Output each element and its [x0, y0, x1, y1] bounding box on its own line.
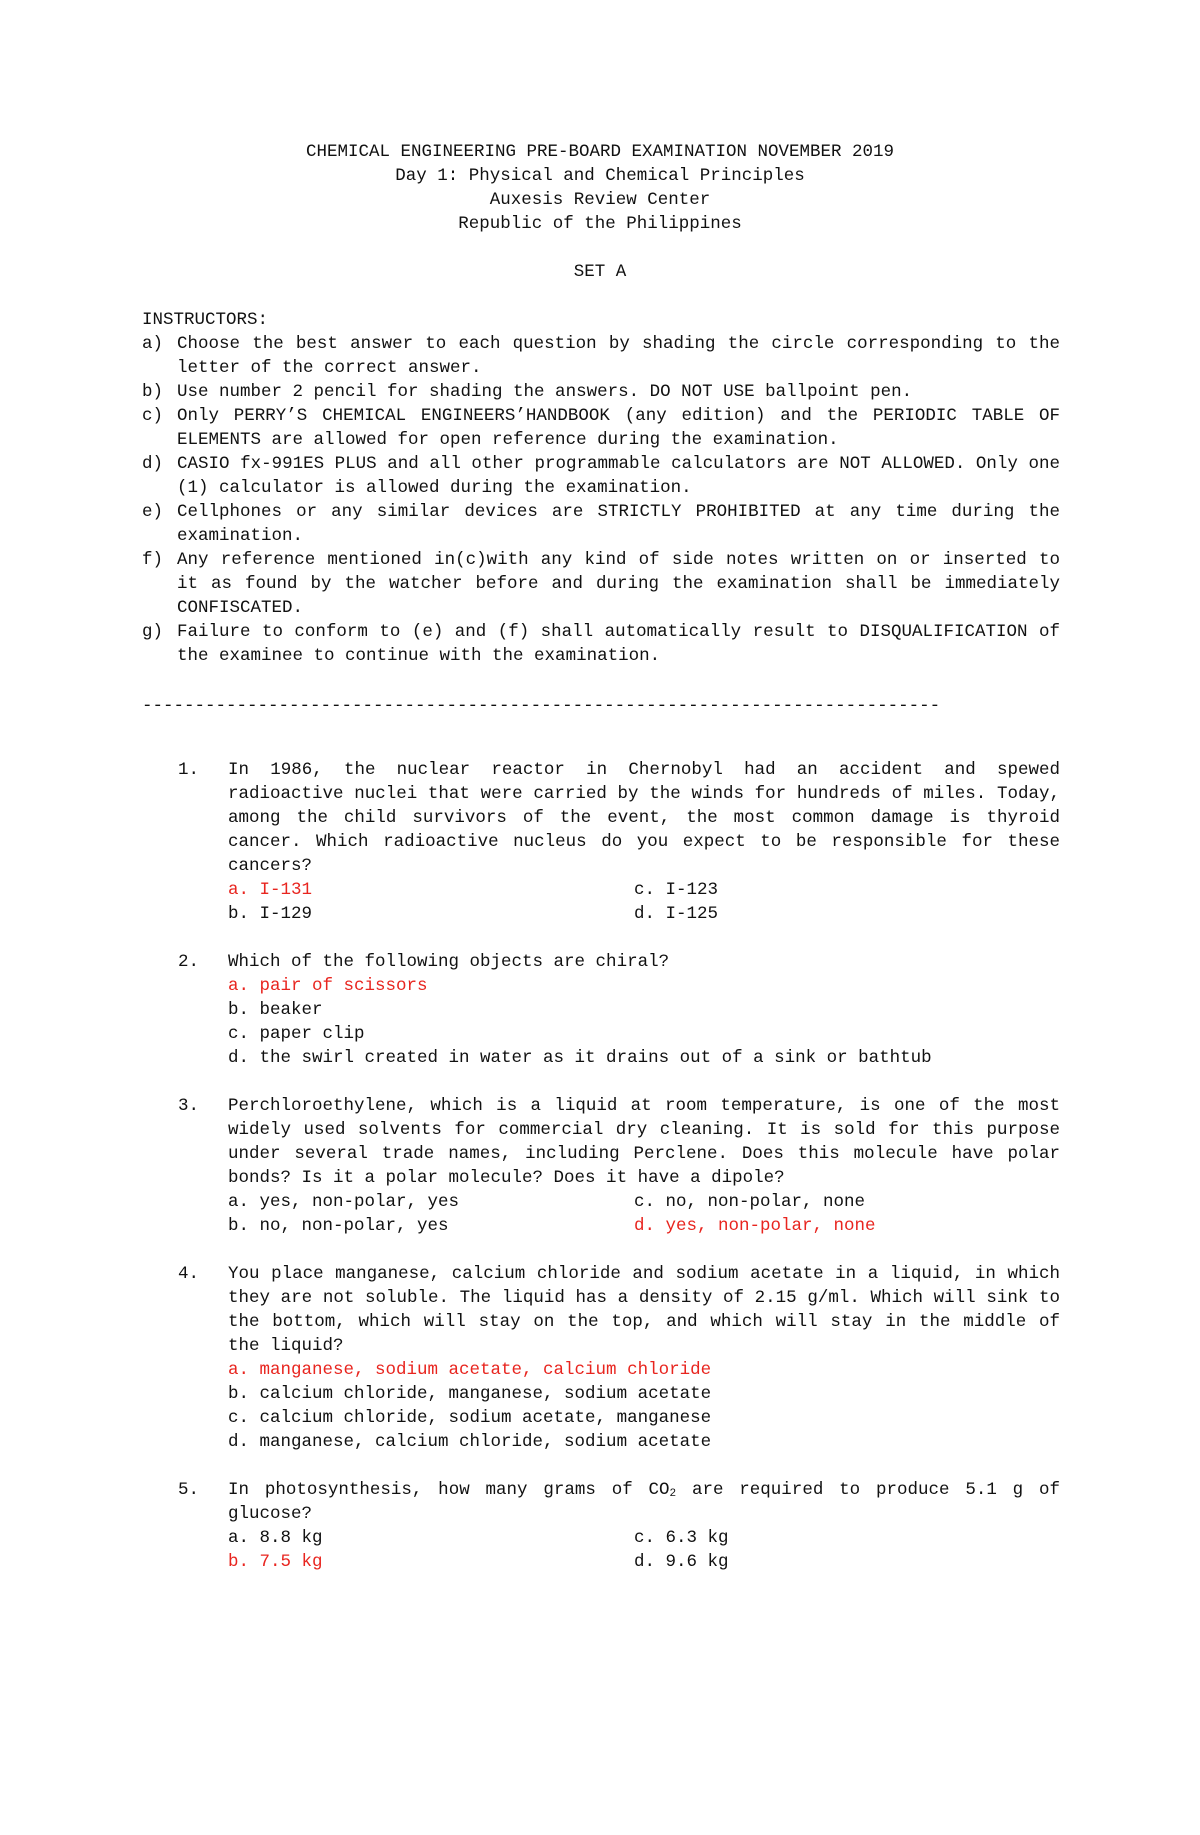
- choice-c[interactable]: c. paper clip: [228, 1024, 365, 1044]
- section-divider: ----------------------------------------------------------------------------: [142, 696, 941, 716]
- instruction-text: Any reference mentioned in(c)with any kind of side notes written on or inserted to it as found by the watcher before and during the examination shall be immediately CONFISCATED.: [177, 550, 1060, 618]
- answer-choices: [228, 1526, 1060, 1574]
- instruction-letter: d): [142, 454, 164, 474]
- choice-a[interactable]: a. I-131: [228, 880, 313, 900]
- question-3: [178, 1094, 1060, 1238]
- instruction-letter: c): [142, 406, 164, 426]
- instruction-letter: a): [142, 334, 164, 354]
- choice-d[interactable]: d. the swirl created in water as it drains out of a sink or bathtub: [228, 1048, 932, 1068]
- answer-choices: [228, 1190, 1060, 1238]
- question-text-part: In photosynthesis, how many grams of CO: [228, 1480, 670, 1500]
- answer-choices: [228, 878, 1060, 926]
- exam-day-subtitle: Day 1: Physical and Chemical Principles: [395, 166, 805, 186]
- choice-c[interactable]: c. I-123: [634, 880, 719, 900]
- question-text: Which of the following objects are chiral?: [228, 952, 670, 972]
- choice-d[interactable]: d. manganese, calcium chloride, sodium acetate: [228, 1432, 712, 1452]
- instruction-item: [142, 620, 1060, 668]
- question-text: [228, 1478, 1060, 1526]
- choice-c[interactable]: c. no, non-polar, none: [634, 1192, 866, 1212]
- instruction-item: [142, 500, 1060, 548]
- exam-title: CHEMICAL ENGINEERING PRE-BOARD EXAMINATION NOVEMBER 2019: [305, 142, 895, 162]
- instruction-item: [142, 452, 1060, 500]
- instruction-letter: b): [142, 382, 164, 402]
- instructions-title: INSTRUCTORS:: [142, 310, 269, 330]
- choice-c[interactable]: c. 6.3 kg: [634, 1528, 729, 1548]
- choice-a[interactable]: a. pair of scissors: [228, 976, 428, 996]
- instruction-item: [142, 332, 1060, 380]
- choice-d[interactable]: d. yes, non-polar, none: [634, 1216, 876, 1236]
- question-number: 1.: [178, 760, 200, 780]
- choice-b[interactable]: b. beaker: [228, 1000, 323, 1020]
- instruction-text: Failure to conform to (e) and (f) shall automatically result to DISQUALIFICATION of the examinee to continue with the examination.: [177, 622, 1060, 666]
- question-number: 4.: [178, 1264, 200, 1284]
- exam-set-label: SET A: [573, 262, 627, 282]
- instruction-item: [142, 548, 1060, 620]
- choice-a[interactable]: a. yes, non-polar, yes: [228, 1192, 460, 1212]
- instruction-text: Cellphones or any similar devices are STRICTLY PROHIBITED at any time during the examination.: [177, 502, 1060, 546]
- choice-d[interactable]: d. I-125: [634, 904, 719, 924]
- instruction-item: [142, 404, 1060, 452]
- question-number: 3.: [178, 1096, 200, 1116]
- choice-d[interactable]: d. 9.6 kg: [634, 1552, 729, 1572]
- instruction-item: [142, 380, 1060, 404]
- answer-choices: [228, 1358, 1060, 1454]
- country-name: Republic of the Philippines: [458, 214, 742, 234]
- question-number: 5.: [178, 1480, 200, 1500]
- question-text-part: are required to produce 5.1 g of glucose?: [228, 1480, 1060, 1524]
- choice-a[interactable]: a. 8.8 kg: [228, 1528, 323, 1548]
- instruction-text: Only PERRY’S CHEMICAL ENGINEERS’HANDBOOK (any edition) and the PERIODIC TABLE OF ELEMENTS are allowed for open reference during the examination.: [177, 406, 1060, 450]
- instruction-letter: g): [142, 622, 164, 642]
- exam-header: [140, 140, 1060, 284]
- question-number: 2.: [178, 952, 200, 972]
- question-text: Perchloroethylene, which is a liquid at room temperature, is one of the most widely used solvents for commercial dry cleaning. It is sold for this purpose under several trade names, including Perclene. Does this molecule have polar bonds? Is it a polar molecule? Does it have a dipole?: [228, 1096, 1060, 1188]
- choice-b[interactable]: b. no, non-polar, yes: [228, 1216, 449, 1236]
- instruction-text: CASIO fx-991ES PLUS and all other programmable calculators are NOT ALLOWED. Only one (1) calculator is allowed during the examination.: [177, 454, 1060, 498]
- instruction-text: Choose the best answer to each question by shading the circle corresponding to the letter of the correct answer.: [177, 334, 1060, 378]
- answer-choices: [228, 974, 1060, 1070]
- instruction-letter: f): [142, 550, 164, 570]
- question-4: [178, 1262, 1060, 1454]
- choice-a[interactable]: a. manganese, sodium acetate, calcium chloride: [228, 1360, 712, 1380]
- question-text: In 1986, the nuclear reactor in Chernobyl had an accident and spewed radioactive nuclei that were carried by the winds for hundreds of miles. Today, among the child survivors of the event, the most common damage is thyroid cancer. Which radioactive nucleus do you expect to be responsible for these cancers?: [228, 760, 1060, 876]
- questions-section: [178, 758, 1060, 1598]
- choice-b[interactable]: b. I-129: [228, 904, 313, 924]
- choice-c[interactable]: c. calcium chloride, sodium acetate, manganese: [228, 1408, 712, 1428]
- question-text: You place manganese, calcium chloride and sodium acetate in a liquid, in which they are not soluble. The liquid has a density of 2.15 g/ml. Which will sink to the bottom, which will stay on the top, and which will stay in the middle of the liquid?: [228, 1264, 1060, 1356]
- instruction-letter: e): [142, 502, 164, 522]
- question-5: [178, 1478, 1060, 1574]
- choice-b[interactable]: b. 7.5 kg: [228, 1552, 323, 1572]
- subscript-2: 2: [669, 1488, 677, 1500]
- review-center-name: Auxesis Review Center: [489, 190, 711, 210]
- question-1: [178, 758, 1060, 926]
- choice-b[interactable]: b. calcium chloride, manganese, sodium acetate: [228, 1384, 712, 1404]
- instruction-text: Use number 2 pencil for shading the answers. DO NOT USE ballpoint pen.: [177, 382, 913, 402]
- instructions-section: [142, 308, 1060, 668]
- question-2: [178, 950, 1060, 1070]
